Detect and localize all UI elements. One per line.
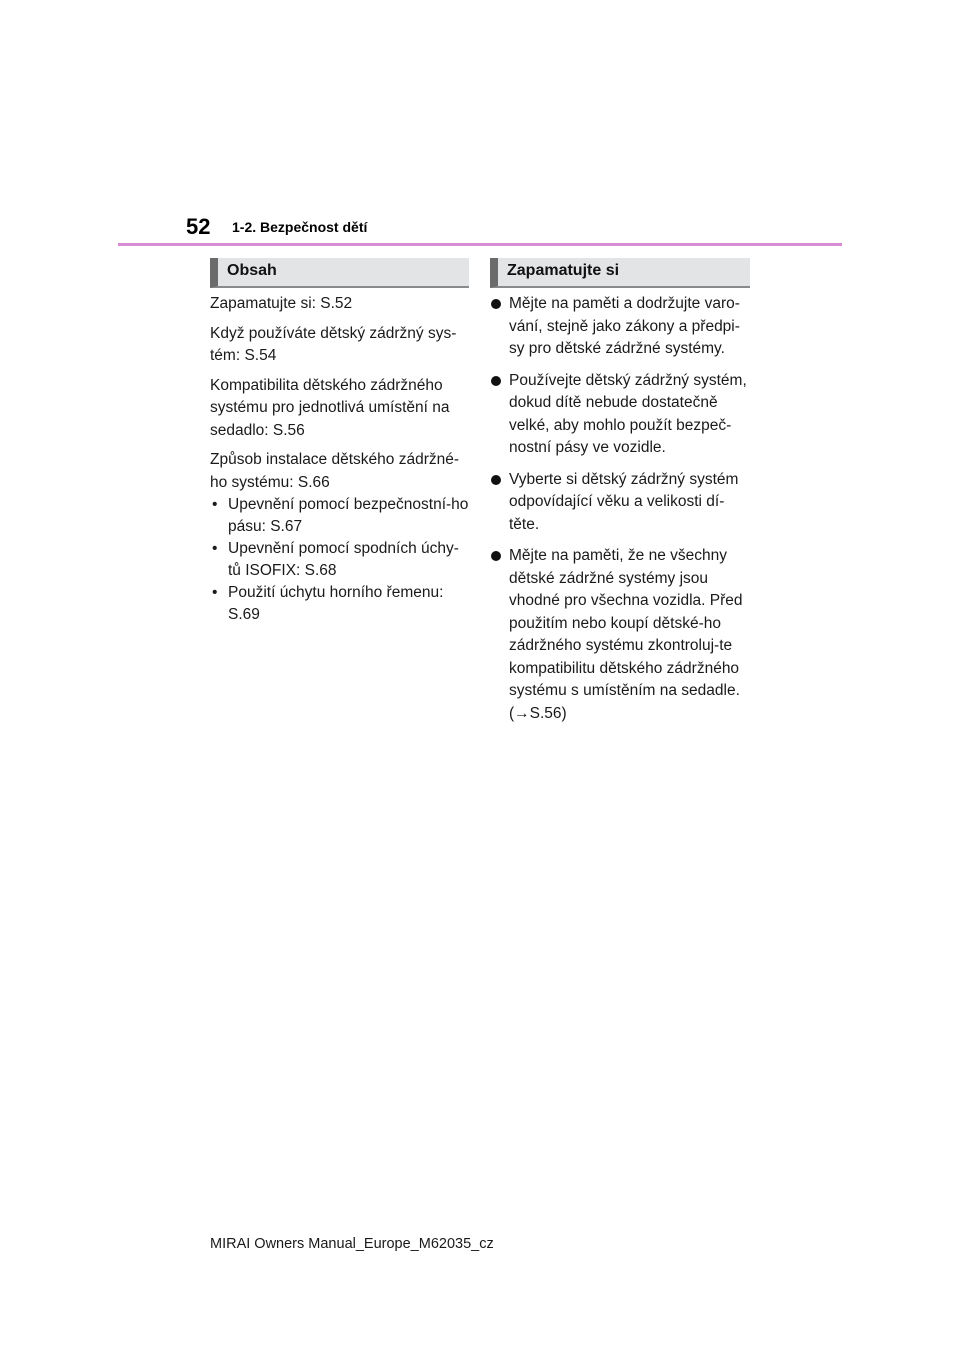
remember-item-text: Vyberte si dětský zádržný systém odpovídající věku a velikosti dí-těte.: [509, 470, 739, 533]
remember-item: [490, 293, 750, 361]
remember-item-text: Mějte na paměti a dodržujte varo-vání, stejně jako zákony a předpi-sy pro dětské zádržné systémy.: [509, 295, 740, 357]
contents-list: [210, 288, 469, 626]
contents-item: Způsob instalace dětského zádržné-ho systému: S.66: [210, 451, 460, 491]
remember-item-text: Mějte na paměti, že ne všechny dětské zádržné systémy jsou vhodné pro všechna vozidla. Před použitím nebo koupí dětské-ho zádržného systému zkontroluj-te kompatibilitu dětského zádržného systému s umístěním na sedadle. (→S.56): [509, 547, 743, 722]
remember-item: [490, 370, 750, 460]
bullet-icon: [491, 475, 501, 485]
remember-item: [490, 469, 750, 537]
footer-text: MIRAI Owners Manual_Europe_M62035_cz: [210, 1236, 494, 1252]
contents-item: Když používáte dětský zádržný sys-tém: S.54: [210, 324, 457, 364]
remember-heading: Zapamatujte si: [490, 258, 750, 288]
remember-item: [490, 545, 750, 725]
remember-item-text: Používejte dětský zádržný systém, dokud dítě nebude dostatečně velké, aby mohlo použít bezpeč-nostní pásy ve vozidle.: [509, 371, 747, 456]
bullet-icon: [491, 551, 501, 561]
contents-heading: Obsah: [210, 258, 469, 288]
bullet-icon: [491, 376, 501, 386]
page-number: 52: [186, 214, 211, 239]
contents-item: Kompatibilita dětského zádržného systému pro jednotlivá umístění na sedadlo: S.56: [210, 376, 450, 439]
section-title: 1-2. Bezpečnost dětí: [232, 219, 368, 235]
contents-subitem: • Upevnění pomocí bezpečnostní-ho pásu: S.67: [210, 494, 469, 538]
contents-item: Zapamatujte si: S.52: [210, 295, 353, 312]
remember-list: [490, 288, 750, 725]
contents-subitem: • Upevnění pomocí spodních úchy-tů ISOFIX: S.68: [210, 538, 469, 582]
remember-column: [490, 258, 750, 734]
header-rule: [118, 243, 842, 246]
contents-subitem: • Použití úchytu horního řemenu: S.69: [210, 582, 469, 626]
contents-column: [210, 258, 469, 626]
bullet-icon: [491, 299, 501, 309]
